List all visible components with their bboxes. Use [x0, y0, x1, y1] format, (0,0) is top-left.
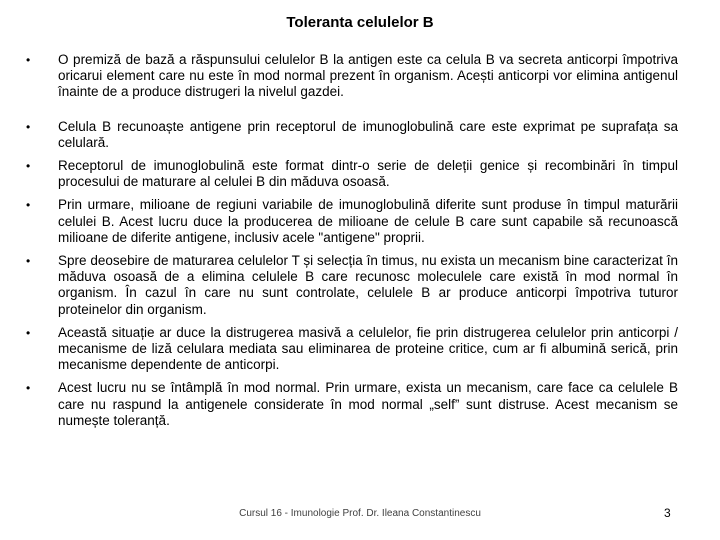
paragraph-text: Receptorul de imunoglobulină este format dintr-o serie de deleții genice și recombinări în timpul procesului de maturare al celulei B din măduva osoasă.: [58, 158, 678, 190]
slide-footer: Cursul 16 - Imunologie Prof. Dr. Ileana Constantinescu: [239, 508, 481, 519]
bullet-dot: •: [26, 159, 31, 174]
bullet-dot: •: [26, 254, 31, 269]
paragraph-text: Spre deosebire de maturarea celulelor T și selecția în timus, nu exista un mecanism bine caracterizat în măduva osoasă de a elimina celulele B care recunosc moleculele care există în mod normal în organism. În cazul în care nu sunt controlate, celulele B ar produce anticorpi împotriva tuturor proteinelor din organism.: [58, 253, 678, 317]
paragraph-text: Această situație ar duce la distrugerea masivă a celulelor, fie prin distrugerea celulelor prin anticorpi / mecanisme de liză celulara mediata sau eliminarea de proteine critice, cum ar fi albumină serică, prin mecanisme dependente de anticorpi.: [58, 324, 678, 373]
bullet-paragraph-4: [26, 197, 678, 246]
paragraph-text: Acest lucru nu se întâmplă în mod normal. Prin urmare, exista un mecanism, care face ca celulele B care nu raspund la antigenele considerate în mod normal „self” sunt distruse. Acest mecanism se numește toleranță.: [58, 380, 678, 428]
bullet-paragraph-3: [26, 158, 678, 190]
bullet-dot: •: [26, 119, 31, 134]
bullet-paragraph-6: [26, 325, 678, 374]
paragraph-text: O premiză de bază a răspunsului celulelor B la antigen este ca celula B va secreta anticorpi împotriva oricarui element care nu este în mod normal prezent în organism. Acești anticorpi vor elimina antigenul înainte de a produce distrugeri la nivelul gazdei.: [58, 52, 678, 100]
bullet-list: [26, 52, 678, 436]
slide-title: Toleranta celulelor B: [286, 14, 434, 31]
bullet-paragraph-2: [26, 119, 678, 151]
bullet-paragraph-5: [26, 253, 678, 318]
bullet-paragraph-1: [26, 52, 678, 101]
paragraph-text: Celula B recunoaște antigene prin receptorul de imunoglobulină care este exprimat pe suprafața sa celulară.: [58, 118, 678, 150]
bullet-dot: •: [26, 381, 31, 396]
bullet-dot: •: [26, 53, 31, 67]
page-number: 3: [664, 506, 671, 520]
bullet-dot: •: [26, 325, 31, 340]
bullet-paragraph-7: [26, 380, 678, 429]
paragraph-text: Prin urmare, milioane de regiuni variabile de imunoglobulină diferite sunt produse în timpul maturării celulei B. Acest lucru duce la producerea de milioane de celule B care sunt capabile să recunoască milioane de diferite antigene, inclusiv acele "antigene" proprii.: [58, 197, 678, 245]
bullet-dot: •: [26, 198, 31, 213]
